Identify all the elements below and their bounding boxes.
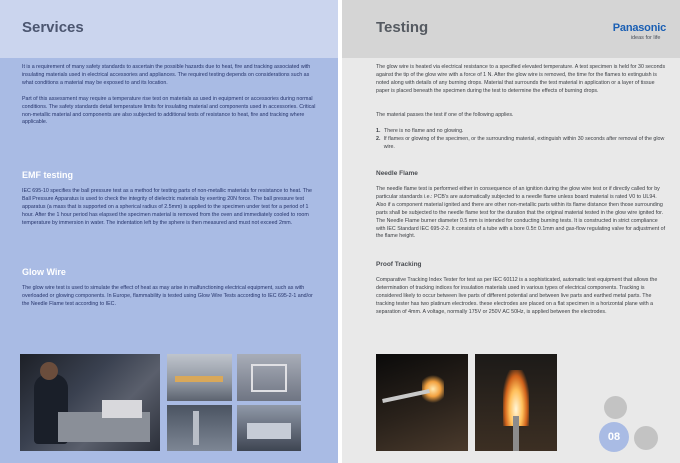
- needle-flame-test-photo: [475, 354, 557, 451]
- left-page-header: [0, 0, 338, 58]
- right-page-title: Testing: [376, 19, 429, 36]
- intro-paragraph-2: Part of this assessment may require a temperature rise test on materials as used in equipment or accessories during normal conditions. The safety standards detail temperature limits for insulating material and components used in accessories. Critical non-metallic material and components are also subjected to additional tests of resistance to heat, fire and tracking where applicable.: [22, 95, 316, 126]
- left-page-title: Services: [22, 19, 84, 36]
- test-apparatus-photo-1: [167, 354, 232, 401]
- lab-technician-photo: [20, 354, 160, 451]
- glow-wire-text: The glow wire test is used to simulate the effect of heat as may arise in malfunctioning electrical equipment, such as with overloaded or glowing components. In Europe, flammability is tested using Glow Wire Tests according to IEC 695-2-1 and/or the Needle Flame test according to IEC.: [22, 285, 313, 307]
- glow-wire-heading: Glow Wire: [22, 267, 66, 277]
- pass-criteria-intro: The material passes the test if one of the following applies.: [376, 112, 514, 118]
- list-item-text: If flames or glowing of the specimen, or the surrounding material, extinguish within 30 seconds after removal of the glow wire.: [383, 135, 665, 150]
- page-number: 08: [607, 431, 621, 443]
- left-page: [0, 0, 338, 463]
- left-intro: [22, 64, 320, 127]
- decorative-circle: [604, 396, 627, 419]
- glow-wire-test-photo: [376, 354, 468, 451]
- list-item: [376, 136, 666, 152]
- right-page: [342, 0, 680, 463]
- list-item-text: There is no flame and no glowing.: [384, 128, 464, 134]
- right-page-header: [342, 0, 680, 58]
- proof-tracking-heading: Proof Tracking: [376, 261, 422, 268]
- intro-paragraph-1: It is a requirement of many safety standards to ascertain the possible hazards due to heat, fire and tracking associated with insulating materials used in electrical accessories and appliances. The required testing depends on considerations such as what conditions a material may be exposed to and its location.: [22, 64, 311, 86]
- brand-logo: [613, 22, 666, 41]
- emf-testing-heading: EMF testing: [22, 170, 73, 180]
- list-item-number: 2.: [376, 135, 381, 142]
- decorative-circle: [634, 426, 658, 450]
- pass-criteria-list: [376, 128, 666, 152]
- test-apparatus-photo-3: [167, 405, 232, 451]
- list-item-number: 1.: [376, 128, 381, 134]
- brand-tagline: ideas for life: [630, 35, 661, 41]
- list-item: [376, 128, 666, 136]
- emf-testing-text: IEC 695-10 specifies the ball pressure test as a method for testing parts of non-metallic materials for resistance to heat. The Ball Pressure Apparatus is used to check the integrity of dielectric materials by exerting 20N force. The ball pressure test apparatus (a mass that is supported on a spherical radius of 2.5mm) is applied to the specimen under test for a period of 1 hour. After the 1 hour period has elapsed the specimen material is removed from the oven and immediately cooled to room temperature by immersion in water. The indentation left by the sphere is then measured and must not exceed 2mm.: [22, 188, 312, 226]
- test-apparatus-photo-2: [237, 354, 301, 401]
- needle-flame-heading: Needle Flame: [376, 170, 418, 177]
- page-number-badge: [599, 422, 629, 452]
- test-apparatus-photo-4: [237, 405, 301, 451]
- proof-tracking-text: Comparative Tracking Index Tester for test as per IEC 60112 is a sophisticated, automatic test equipment that allows the determination of tracking indices for insulation materials used in various types of electrical components. Tracking is considered likely to occur between live parts of different potential and between live parts and earthed metal parts. The tracking tester has two platinum electrodes. these electrodes are placed on a flat specimen in a horizontal plane with a separation of 4mm. A voltage, normally 175V or 250V AC 50Hz, is applied between the electrodes.: [376, 277, 658, 315]
- brand-name: Panasonic: [612, 22, 666, 34]
- testing-intro-text: The glow wire is heated via electrical resistance to a specified elevated temperature. A test specimen is held for 30 seconds against the tip of the glow wire with a force of 1 N. After the glow wire is removed, the time for the flames to extinguish is noted along with details of any burning drops. Material that surrounds the test material in application or a layer of tissue paper is placed beneath the specimen during the test to determine the effects of burning drops.: [376, 64, 666, 94]
- needle-flame-text: The needle flame test is performed either in consequence of an ignition during the glow wire test or if directly called for by particular standards i.e.: PCB's are automatically subjected to a needle flame unless board material is rated V0 to UL94. Also if a component material ignited and there are other non-metallic parts within its flame distance then those surrounding parts shall be subjected to the needle flame test for the duration that the original material tested in the glow wire ignited for. The Needle Flame burner diameter 0.5 mm is intended for conducting burning tests. It is constructed in strict compliance with IEC Standard IEC 695-2-2. It consists of a tube with a bore 0.5± 0.1mm and gas-flow regulating valve for adjustment of the flame height.: [376, 186, 666, 240]
